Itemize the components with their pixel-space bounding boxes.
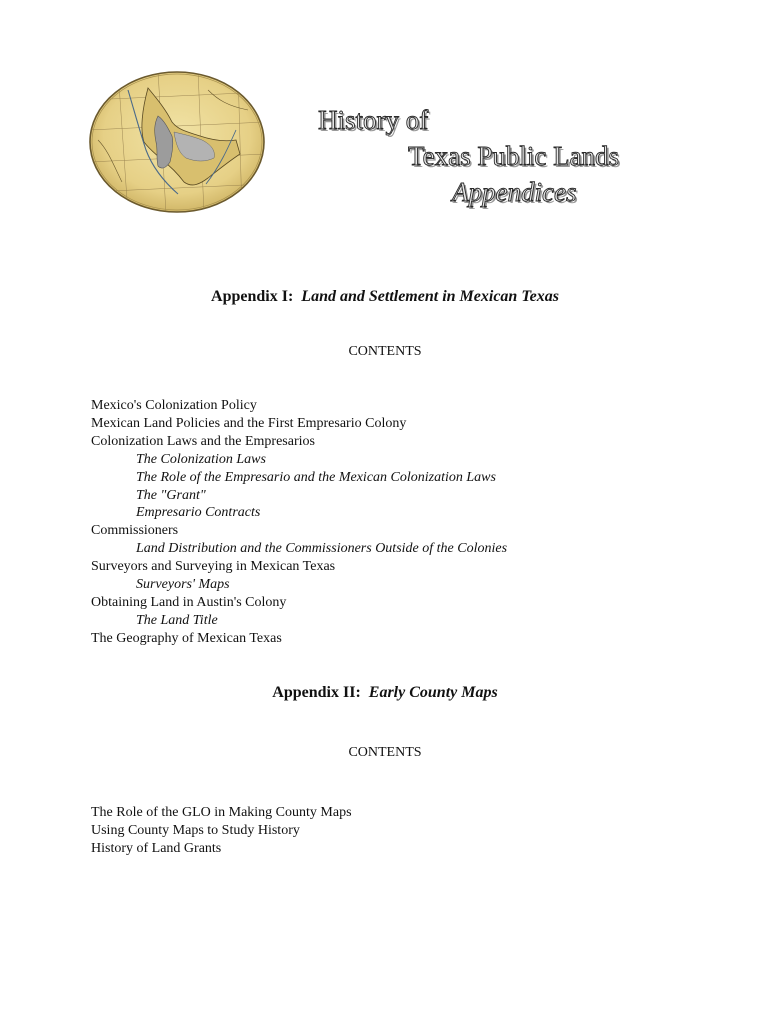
appendix-2-subtitle: Early County Maps: [368, 684, 498, 701]
appendix-2-label: Appendix II:: [272, 684, 361, 701]
appendix-1-contents-label: CONTENTS: [348, 344, 422, 359]
toc-entry: Obtaining Land in Austin's Colony: [91, 594, 287, 610]
toc-subentry: Land Distribution and the Commissioners Outside of the Colonies: [136, 541, 508, 557]
toc-entry: Surveyors and Surveying in Mexican Texas: [91, 559, 336, 575]
appendix-2-contents-label: CONTENTS: [348, 745, 422, 760]
document-title: [0, 0, 770, 230]
toc-subentry: The Colonization Laws: [136, 451, 266, 467]
appendix-1-contents-list: [91, 397, 507, 648]
appendix-2-heading: [0, 684, 770, 702]
toc-entry: The Geography of Mexican Texas: [91, 630, 282, 646]
appendix-1-subtitle: Land and Settlement in Mexican Texas: [301, 288, 559, 305]
appendix-1-heading: [0, 288, 770, 306]
toc-subentry: The Role of the Empresario and the Mexican Colonization Laws: [136, 469, 496, 485]
title-line-appendices: Appendices: [452, 177, 577, 207]
toc-entry: Mexico's Colonization Policy: [91, 398, 257, 413]
toc-entry: Commissioners: [91, 523, 179, 539]
toc-subentry: Empresario Contracts: [136, 505, 261, 521]
title-line-texas-public-lands: Texas Public Lands: [408, 141, 620, 171]
toc-subentry: The "Grant": [136, 487, 206, 503]
toc-entry: History of Land Grants: [91, 840, 222, 856]
title-line-history-of: History of: [318, 105, 429, 135]
appendix-1-label: Appendix I:: [211, 288, 294, 305]
toc-subentry: Surveyors' Maps: [136, 577, 230, 593]
toc-entry: The Role of the GLO in Making County Maps: [91, 805, 352, 820]
toc-subentry: The Land Title: [136, 612, 218, 628]
toc-entry: Colonization Laws and the Empresarios: [91, 433, 315, 449]
appendix-2-contents-list: [91, 804, 352, 858]
toc-entry: Using County Maps to Study History: [91, 822, 300, 838]
toc-entry: Mexican Land Policies and the First Empresario Colony: [91, 415, 407, 431]
